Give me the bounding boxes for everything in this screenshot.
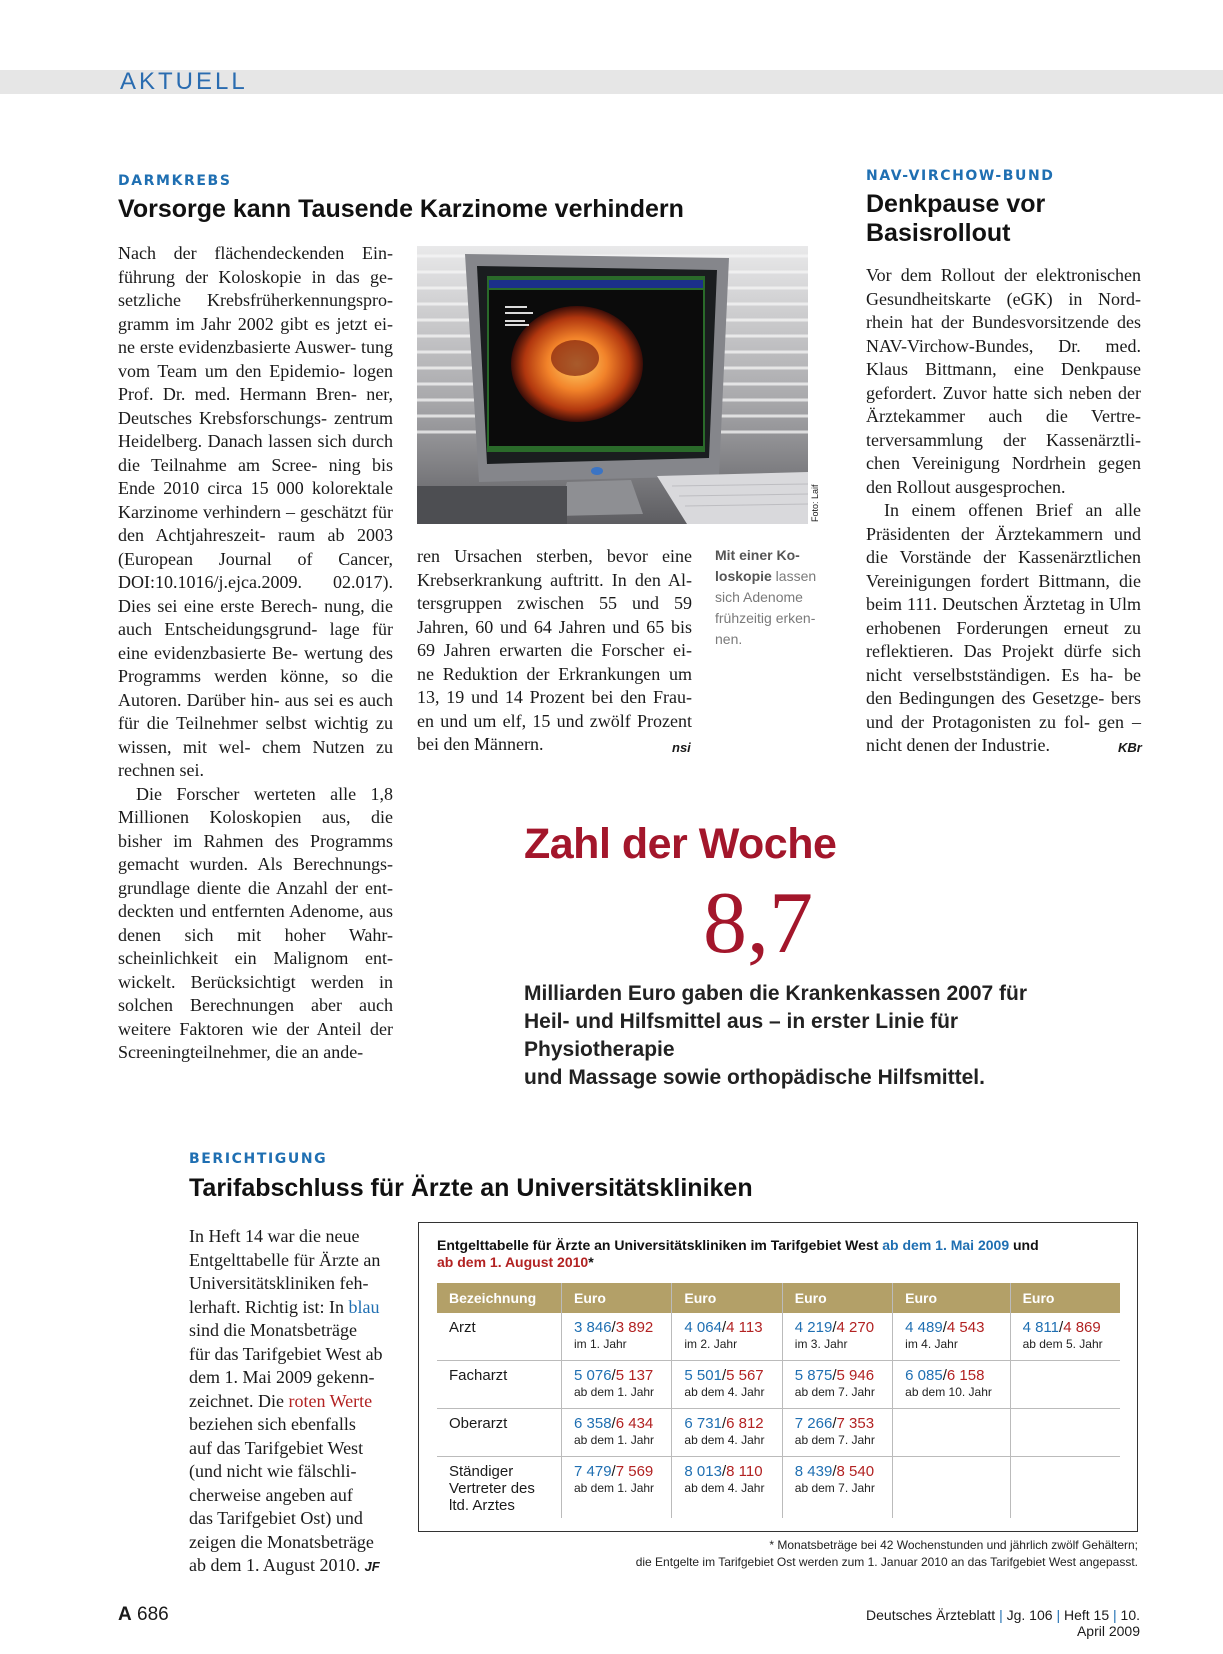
- text-line: Ulm erhobenen Forderungen erneut: [866, 594, 1142, 638]
- text-line: bei den Männern.: [417, 734, 544, 754]
- text-line: Gesundheitskarte (eGK) in Nord-: [866, 288, 1141, 309]
- value-may-2009: 4 219: [794, 1319, 833, 1336]
- row-label: Facharzt: [437, 1361, 562, 1409]
- text-line: scheinlichkeit ein Malignom ent-: [118, 948, 393, 968]
- table-footnote: [518, 1537, 1138, 1571]
- row-label: Arzt: [437, 1313, 562, 1361]
- text-line: chem Nutzen zu rechnen sei.: [118, 736, 393, 780]
- value-separator: /: [611, 1463, 616, 1480]
- nav-headline-line-1: Denkpause vor: [866, 190, 1046, 218]
- value-aug-2010: 5 567: [726, 1367, 764, 1384]
- caption-bold-2: loskopie: [715, 568, 772, 584]
- value-separator: /: [832, 1463, 837, 1480]
- text-line: gen – nicht denen der Industrie.: [866, 711, 1141, 755]
- caption-bold-1: Mit einer Ko-: [715, 547, 800, 563]
- text-line: setzliche Krebsfrüherkennungspro-: [118, 290, 393, 310]
- text-line: Klaus Bittmann, eine Denkpause: [866, 359, 1141, 379]
- darmkrebs-col1-paragraph-2: [118, 783, 393, 1065]
- footnote-line-2: die Entgelte im Tarifgebiet Ost werden zum 1. Januar 2010 an das Tarifgebiet West angepasst.: [635, 1555, 1138, 1569]
- darmkrebs-signature: nsi: [672, 740, 691, 755]
- table-cell: [1010, 1457, 1120, 1519]
- journal-volume: Jg. 106: [1006, 1607, 1053, 1623]
- ber-line: zeigen die Monatsbeträge: [189, 1531, 374, 1552]
- value-aug-2010: 4 869: [1063, 1319, 1101, 1336]
- value-note: ab dem 10. Jahr: [905, 1385, 992, 1399]
- text-line: zu reflektieren. Das Projekt dürfe: [866, 617, 1141, 661]
- value-may-2009: 6 358: [574, 1415, 612, 1432]
- text-line: terversammlung der Kassenärztli-: [866, 429, 1141, 450]
- text-line: weitere Faktoren wie der Anteil der: [118, 1018, 393, 1039]
- table-cell: [562, 1457, 672, 1519]
- zahl-text-line-1: Milliarden Euro gaben die Krankenkassen 2007 für: [524, 982, 1028, 1005]
- table-cell: [562, 1313, 672, 1361]
- nav-signature: KBr: [1118, 740, 1142, 755]
- caption-line: frühzeitig erken-: [715, 610, 816, 626]
- value-may-2009: 4 811: [1022, 1319, 1060, 1336]
- photo-credit: Foto: Laif: [810, 484, 820, 522]
- darmkrebs-headline: Vorsorge kann Tausende Karzinome verhindern: [118, 195, 684, 223]
- text-line: kolorektale Karzinome verhindern –: [118, 478, 393, 522]
- red-highlight: roten Werte: [288, 1390, 373, 1411]
- text-line: aus sei es auch für die Teilnehmer: [118, 689, 394, 733]
- footer-divider: |: [1113, 1607, 1117, 1623]
- text-line: ning bis Ende 2010 circa 15 000: [118, 454, 393, 498]
- zahl-der-woche-number: 8,7: [703, 875, 813, 972]
- ber-line: dem 1. Mai 2009 gekenn-: [189, 1367, 375, 1387]
- caption-line: nen.: [715, 631, 743, 647]
- value-may-2009: 5 501: [684, 1367, 722, 1384]
- value-aug-2010: 4 113: [726, 1319, 763, 1336]
- value-aug-2010: 4 270: [836, 1319, 875, 1336]
- text-line: bisher im Rahmen des Programms: [118, 830, 393, 851]
- text-line: aus denen sich mit hoher Wahr-: [118, 901, 394, 945]
- table-cell: [672, 1313, 782, 1361]
- ber-line-text: ab dem 1. August 2010.: [189, 1555, 360, 1575]
- ber-line-text: lerhaft. Richtig ist: In: [189, 1296, 344, 1317]
- text-line: den Rollout ausgesprochen.: [866, 476, 1066, 497]
- ber-line: für das Tarifgebiet West ab: [189, 1343, 383, 1364]
- table-title-blue: ab dem 1. Mai 2009: [882, 1237, 1010, 1253]
- value-separator: /: [721, 1319, 727, 1336]
- text-line: lage für eine evidenzbasierte Be-: [118, 619, 393, 663]
- darmkrebs-column-2: [417, 545, 692, 757]
- text-line: deckten und entfernten Adenome,: [118, 901, 364, 921]
- footer-divider: |: [999, 1607, 1003, 1623]
- value-may-2009: 6 085: [905, 1367, 943, 1384]
- text-line: tung vom Team um den Epidemio-: [118, 337, 393, 381]
- text-line: wertung des Programms werden: [118, 642, 394, 686]
- ber-line: beziehen sich ebenfalls: [189, 1414, 356, 1434]
- text-line: geschätzt für den Achtjahreszeit-: [118, 501, 394, 545]
- value-may-2009: 8 439: [794, 1463, 833, 1480]
- text-line: Jahren, 60 und 64 Jahren und 65 bis: [417, 616, 692, 637]
- zahl-text-line-3: und Massage sowie orthopädische Hilfsmittel.: [524, 1066, 985, 1089]
- koloskopie-photo: [417, 246, 808, 524]
- text-line: ren Ursachen sterben, bevor eine: [417, 546, 692, 566]
- text-line: en und um elf, 15 und zwölf Prozent: [417, 710, 692, 731]
- value-note: ab dem 1. Jahr: [574, 1433, 655, 1447]
- ber-line-with-red: [189, 1390, 391, 1414]
- entgelttabelle: [437, 1283, 1120, 1518]
- value-aug-2010: 5 946: [836, 1367, 875, 1384]
- nav-paragraph-1: [866, 264, 1141, 499]
- text-line: Nach der flächendeckenden Ein-: [118, 243, 393, 263]
- section-label: AKTUELL: [120, 68, 248, 95]
- ber-line: (und nicht wie fälschli-: [189, 1461, 357, 1481]
- value-note: ab dem 7. Jahr: [794, 1433, 875, 1447]
- row-label: Ständiger Vertreter des ltd. Arztes: [449, 1463, 535, 1514]
- page-number: [118, 1604, 169, 1626]
- value-aug-2010: 3 892: [615, 1319, 654, 1336]
- value-note: ab dem 5. Jahr: [1022, 1337, 1103, 1351]
- nav-column: [866, 264, 1141, 758]
- table-cell: [672, 1361, 782, 1409]
- berichtigung-headline: Tarifabschluss für Ärzte an Universitätskliniken: [189, 1174, 753, 1202]
- ber-line: auf das Tarifgebiet West: [189, 1437, 364, 1458]
- text-line: gefordert. Zuvor hatte sich neben: [866, 382, 1112, 403]
- darmkrebs-kicker: DARMKREBS: [118, 173, 232, 189]
- ber-line: Entgelttabelle für Ärzte an: [189, 1249, 381, 1270]
- value-note: ab dem 7. Jahr: [794, 1481, 875, 1495]
- entgelttabelle-box: [418, 1222, 1138, 1532]
- text-line: rhein hat der Bundesvorsitzende des: [866, 312, 1141, 332]
- value-aug-2010: 6 812: [726, 1415, 764, 1432]
- berichtigung-signature: JF: [364, 1559, 380, 1574]
- table-title-star: *: [588, 1254, 594, 1270]
- column-header: Euro: [1010, 1283, 1120, 1313]
- value-separator: /: [832, 1319, 837, 1336]
- ber-line-last: [189, 1554, 391, 1579]
- text-line: nung, die auch Entscheidungsgrund-: [118, 595, 393, 639]
- zahl-text-line-2: Heil- und Hilfsmittel aus – in erster Linie für Physiotherapie: [524, 1010, 959, 1061]
- text-line: Krebserkrankung auftritt. In den Al-: [417, 569, 692, 590]
- value-note: ab dem 7. Jahr: [794, 1385, 875, 1399]
- text-line: gramm im Jahr 2002 gibt es jetzt ei-: [118, 313, 393, 334]
- table-header-row: [437, 1283, 1120, 1313]
- value-note: im 2. Jahr: [684, 1337, 738, 1351]
- text-line: 13, 19 und 14 Prozent bei den Frau-: [417, 687, 692, 707]
- monitor-image: [417, 246, 808, 524]
- zahl-der-woche-title: Zahl der Woche: [524, 820, 837, 868]
- text-line: logen Prof. Dr. med. Hermann Bren-: [118, 360, 393, 404]
- text-line: 02.017). Dies sei eine erste Berech-: [118, 572, 393, 616]
- value-may-2009: 6 731: [684, 1415, 722, 1432]
- value-separator: /: [832, 1415, 837, 1432]
- table-row: [437, 1361, 1120, 1409]
- text-line: be den Bedingungen des Gesetzge-: [866, 664, 1141, 708]
- table-title: [437, 1237, 1127, 1271]
- footnote-line-1: * Monatsbeträge bei 42 Wochenstunden und jährlich zwölf Gehältern;: [769, 1538, 1138, 1552]
- darmkrebs-column-1: [118, 242, 393, 1065]
- value-note: im 4. Jahr: [905, 1337, 958, 1351]
- table-cell: [782, 1361, 892, 1409]
- value-aug-2010: 6 434: [615, 1415, 654, 1432]
- text-line: In einem offenen Brief an alle: [884, 500, 1141, 520]
- value-aug-2010: 4 543: [946, 1319, 985, 1336]
- column-header: Bezeichnung: [437, 1283, 562, 1313]
- text-line: zentrum Heidelberg. Danach lassen: [118, 407, 393, 451]
- value-aug-2010: 6 158: [946, 1367, 985, 1384]
- value-note: ab dem 1. Jahr: [574, 1385, 655, 1399]
- value-may-2009: 4 064: [684, 1319, 722, 1336]
- photo-caption: [715, 545, 835, 650]
- table-cell: [562, 1361, 672, 1409]
- text-line: Vereinigungen fordert Bittmann, die: [866, 570, 1141, 591]
- text-line: grundlage diente die Anzahl der ent-: [118, 877, 393, 898]
- page-prefix: A: [118, 1604, 132, 1625]
- value-aug-2010: 5 137: [615, 1367, 654, 1384]
- column-header: Euro: [782, 1283, 892, 1313]
- value-may-2009: 7 266: [794, 1415, 833, 1432]
- table-body: [437, 1313, 1120, 1518]
- nav-headline-line-2: Basisrollout: [866, 219, 1011, 247]
- value-separator: /: [721, 1415, 727, 1432]
- text-line: ne erste evidenzbasierte Auswer-: [118, 337, 357, 357]
- text-line: Die Forscher werteten alle: [136, 783, 357, 804]
- ber-line: Universitätskliniken feh-: [189, 1273, 369, 1293]
- nav-kicker: NAV-VIRCHOW-BUND: [866, 168, 1055, 184]
- nav-headline: [866, 190, 1045, 248]
- text-line: ner, Deutsches Krebsforschungs-: [118, 384, 393, 428]
- value-note: ab dem 4. Jahr: [684, 1481, 765, 1495]
- value-separator: /: [942, 1319, 947, 1336]
- text-line: tersgruppen zwischen 55 und 59: [417, 593, 692, 613]
- table-cell: [672, 1409, 782, 1457]
- value-separator: /: [721, 1367, 727, 1384]
- text-line: chen Vereinigung Nordrhein gegen: [866, 453, 1141, 473]
- ber-line: sind die Monatsbeträge: [189, 1320, 357, 1340]
- darmkrebs-col2-paragraph: [417, 545, 692, 757]
- text-line: solchen Berechnungen aber auch: [118, 995, 393, 1015]
- table-row: [437, 1313, 1120, 1361]
- value-separator: /: [942, 1367, 947, 1384]
- berichtigung-kicker: BERICHTIGUNG: [189, 1151, 328, 1167]
- table-cell: [782, 1409, 892, 1457]
- value-may-2009: 5 875: [794, 1367, 833, 1384]
- text-line: raum ab 2003 (European Journal of: [118, 525, 393, 569]
- zahl-der-woche-text: [524, 980, 1104, 1092]
- text-line: gemacht wurden. Als Berechnungs-: [118, 854, 393, 874]
- value-note: ab dem 4. Jahr: [684, 1433, 765, 1447]
- table-cell: [782, 1457, 892, 1519]
- caption-line: sich Adenome: [715, 589, 803, 605]
- text-line: sich durch die Teilnahme am Scree-: [118, 431, 394, 475]
- table-cell: [672, 1457, 782, 1519]
- table-row: [437, 1457, 1120, 1519]
- ber-line: das Tarifgebiet Ost) und: [189, 1508, 363, 1528]
- text-line: Präsidenten der Ärztekammern und: [866, 523, 1141, 544]
- footer-divider: |: [1056, 1607, 1061, 1623]
- text-line: sich nicht verselbstständigen. Es ha-: [866, 641, 1141, 685]
- text-line: selbst wichtig zu wissen, mit wel-: [118, 713, 394, 757]
- text-line: ne Reduktion der Erkrankungen um: [417, 663, 692, 684]
- column-header: Euro: [672, 1283, 782, 1313]
- journal-name: Deutsches Ärzteblatt: [866, 1607, 996, 1623]
- value-may-2009: 4 489: [905, 1319, 943, 1336]
- table-title-text-2: und: [1009, 1237, 1039, 1253]
- value-note: im 1. Jahr: [574, 1337, 627, 1351]
- berichtigung-column: [189, 1225, 391, 1579]
- text-line: die Vorstände der Kassenärztlichen: [866, 547, 1141, 567]
- value-aug-2010: 7 569: [615, 1463, 654, 1480]
- text-line: bers und der Protagonisten zu fol-: [866, 688, 1141, 732]
- page-number-value: 686: [137, 1604, 169, 1625]
- value-note: im 3. Jahr: [794, 1337, 848, 1351]
- journal-footer: [836, 1607, 1140, 1639]
- blue-highlight: blau: [348, 1296, 380, 1317]
- nav-paragraph-2: [866, 499, 1141, 758]
- text-line: der Ärztekammer auch die Vertre-: [866, 382, 1142, 426]
- table-title-text: Entgelttabelle für Ärzte an Universitätskliniken im Tarifgebiet West: [437, 1237, 883, 1253]
- column-header: Euro: [562, 1283, 672, 1313]
- text-line: 1,8 Millionen Koloskopien aus, die: [118, 783, 394, 827]
- table-cell: [893, 1361, 1010, 1409]
- value-aug-2010: 8 110: [726, 1463, 763, 1480]
- darmkrebs-col1-paragraph-1: [118, 242, 393, 783]
- value-separator: /: [1059, 1319, 1064, 1336]
- ber-line-with-blue: [189, 1296, 391, 1320]
- value-may-2009: 8 013: [684, 1463, 722, 1480]
- table-title-red: ab dem 1. August 2010: [437, 1254, 589, 1270]
- table-cell: [1010, 1313, 1120, 1361]
- journal-date: 10. April 2009: [1076, 1607, 1140, 1639]
- text-line: wickelt. Berücksichtigt werden in: [118, 971, 393, 992]
- table-cell: [1010, 1361, 1120, 1409]
- table-cell: [1010, 1409, 1120, 1457]
- text-line: könne, so die Autoren. Darüber hin-: [118, 666, 394, 710]
- ber-line-text: zeichnet. Die: [189, 1390, 284, 1411]
- value-may-2009: 3 846: [574, 1319, 612, 1336]
- text-line: Cancer, DOI:10.1016/j.ejca.2009.: [118, 548, 393, 592]
- table-cell: [893, 1457, 1010, 1519]
- table-row: [437, 1409, 1120, 1457]
- text-line: 69 Jahren erwarten die Forscher ei-: [417, 640, 692, 660]
- value-note: ab dem 1. Jahr: [574, 1481, 655, 1495]
- journal-issue: Heft 15: [1063, 1607, 1110, 1623]
- value-separator: /: [611, 1415, 616, 1432]
- value-may-2009: 7 479: [574, 1463, 612, 1480]
- row-label: Oberarzt: [437, 1409, 562, 1457]
- text-line: Screeningteilnehmer, die an ande-: [118, 1042, 364, 1062]
- value-separator: /: [721, 1463, 727, 1480]
- caption-text-1: lassen: [771, 568, 817, 584]
- value-note: ab dem 4. Jahr: [684, 1385, 765, 1399]
- text-line: NAV-Virchow-Bundes, Dr. med.: [866, 335, 1141, 356]
- text-line: führung der Koloskopie in das ge-: [118, 266, 393, 287]
- text-line: beim 111. Deutschen Ärztetag in: [866, 594, 1105, 614]
- text-line: Vor dem Rollout der elektronischen: [866, 265, 1141, 285]
- ber-line: cherweise angeben auf: [189, 1484, 353, 1505]
- ber-line: In Heft 14 war die neue: [189, 1226, 360, 1246]
- value-aug-2010: 8 540: [836, 1463, 875, 1480]
- value-separator: /: [611, 1319, 616, 1336]
- column-header: Euro: [893, 1283, 1010, 1313]
- table-cell: [782, 1313, 892, 1361]
- table-cell: [562, 1409, 672, 1457]
- value-may-2009: 5 076: [574, 1367, 612, 1384]
- table-cell: [893, 1313, 1010, 1361]
- value-separator: /: [832, 1367, 837, 1384]
- value-aug-2010: 7 353: [836, 1415, 875, 1432]
- value-separator: /: [611, 1367, 616, 1384]
- table-cell: [893, 1409, 1010, 1457]
